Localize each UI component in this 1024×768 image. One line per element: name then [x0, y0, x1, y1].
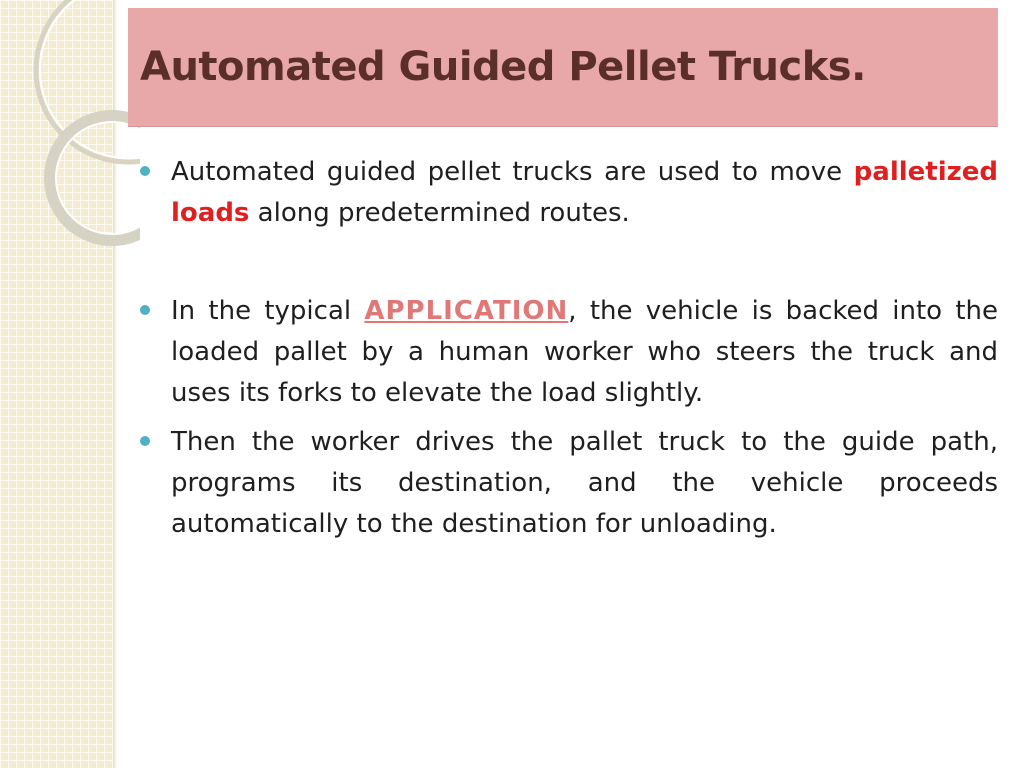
application-link[interactable]: APPLICATION: [364, 296, 569, 326]
bullet-text: , the vehicle is backed into the loaded pallet by a human worker who steers the truck and uses its forks to elevate the load slightly.: [171, 296, 998, 408]
decorative-rings-icon: [0, 0, 140, 300]
title-band: [128, 8, 998, 127]
bullet-text: along predetermined routes.: [249, 198, 630, 228]
bullet-dot-icon: [140, 166, 150, 176]
highlight-palletized-loads: palletized loads: [171, 157, 998, 228]
page-title: Automated Guided Pellet Trucks.: [140, 44, 866, 90]
bullet-text: Automated guided pellet trucks are used to move: [171, 157, 854, 187]
bullet-dot-icon: [140, 305, 150, 315]
bullet-text: Then the worker drives the pallet truck to the guide path, programs its destination, and the vehicle proceeds automatically to the destination for unloading.: [171, 427, 998, 539]
bullet-item-1: [138, 152, 998, 234]
bullet-list: [138, 152, 998, 545]
bullet-item-3: [138, 422, 998, 545]
bullet-item-2: [138, 291, 998, 414]
bullet-text: In the typical: [171, 296, 365, 326]
bullet-dot-icon: [140, 436, 150, 446]
